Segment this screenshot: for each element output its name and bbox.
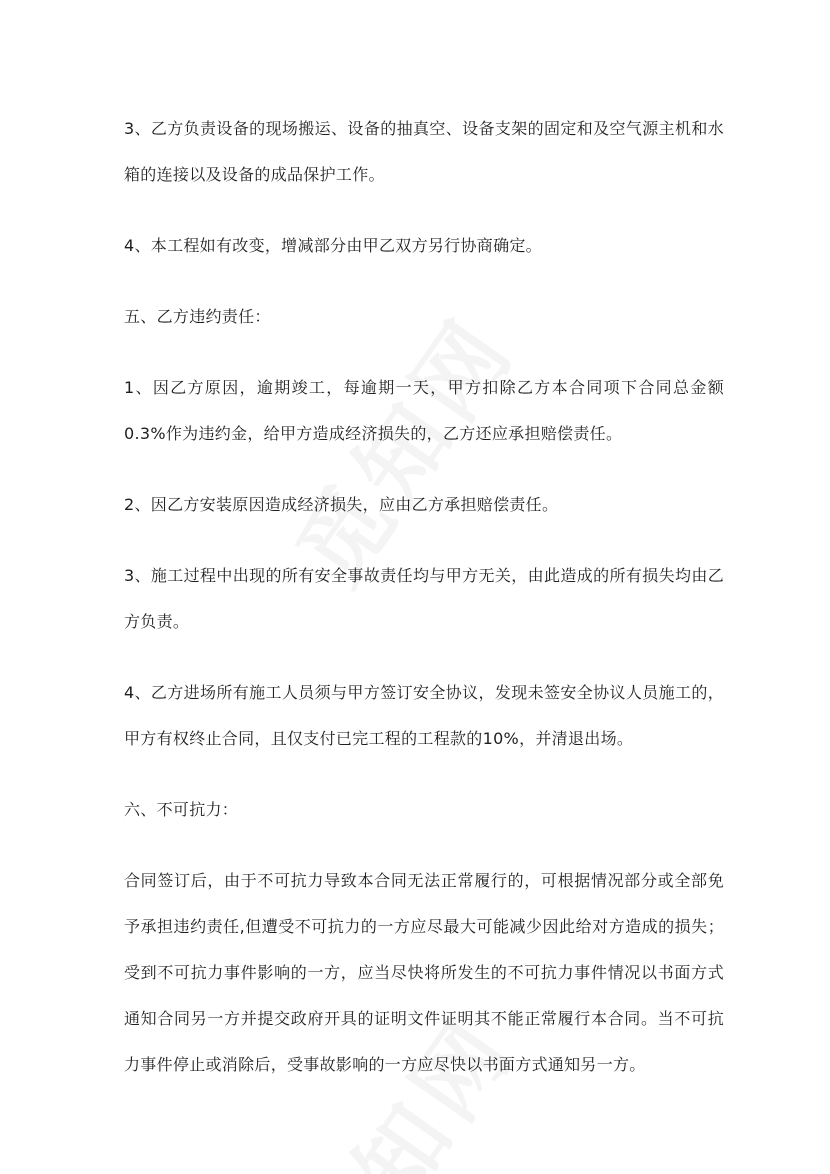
section-heading-force-majeure: 六、不可抗力： (124, 800, 239, 819)
section-heading-breach-liability: 五、乙方违约责任： (124, 307, 271, 326)
breach-clause-1-delay-penalty: 1、因乙方原因，逾期竣工，每逾期一天，甲方扣除乙方本合同项下合同总金额0.3%作为违约金，给甲方造成经济损失的，乙方还应承担赔偿责任。 (124, 378, 724, 443)
force-majeure-clause: 合同签订后，由于不可抗力导致本合同无法正常履行的，可根据情况部分或全部免予承担违约责任,但遭受不可抗力的一方应尽最大可能减少因此给对方造成的损失；受到不可抗力事件影响的一方，应当尽快将所发生的不可抗力事件情况以书面方式通知合同另一方并提交政府开具的证明文件证明其不能正常履行本合同。当不可抗力事件停止或消除后，受事故影响的一方应尽快以书面方式通知另一方。 (124, 871, 724, 1074)
document-body (124, 106, 724, 1113)
clause-3-equipment-handling: 3、乙方负责设备的现场搬运、设备的抽真空、设备支架的固定和及空气源主机和水箱的连接以及设备的成品保护工作。 (124, 119, 724, 184)
breach-clause-3-safety-accidents: 3、施工过程中出现的所有安全事故责任均与甲方无关，由此造成的所有损失均由乙方负责。 (124, 566, 724, 631)
clause-4-project-changes: 4、本工程如有改变，增减部分由甲乙双方另行协商确定。 (124, 236, 542, 255)
breach-clause-2-installation-loss: 2、因乙方安装原因造成经济损失，应由乙方承担赔偿责任。 (124, 495, 559, 514)
breach-clause-4-safety-agreement: 4、乙方进场所有施工人员须与甲方签订安全协议，发现未签安全协议人员施工的，甲方有权终止合同，且仅支付已完工程的工程款的10%，并清退出场。 (124, 683, 724, 748)
